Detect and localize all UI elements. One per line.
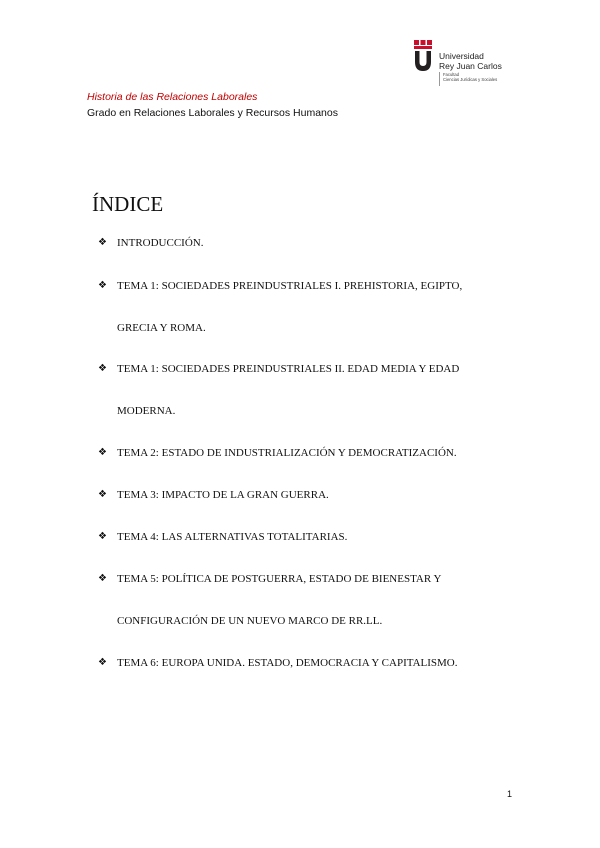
toc-item-line: TEMA 3: IMPACTO DE LA GRAN GUERRA. <box>117 489 329 501</box>
diamond-bullet-icon: ❖ <box>98 489 107 500</box>
degree-title: Grado en Relaciones Laborales y Recursos Humanos <box>87 107 338 119</box>
diamond-bullet-icon: ❖ <box>98 363 107 374</box>
toc-item-introduccion <box>98 222 518 264</box>
diamond-bullet-icon: ❖ <box>98 280 107 291</box>
index-title: ÍNDICE <box>92 192 164 216</box>
toc-item-tema-4 <box>98 516 518 558</box>
faculty-name-line1: Facultad <box>443 72 460 77</box>
toc-item-line: MODERNA. <box>117 405 176 417</box>
diamond-bullet-icon: ❖ <box>98 657 107 668</box>
university-name <box>439 52 502 71</box>
toc-item-line: TEMA 2: ESTADO DE INDUSTRIALIZACIÓN Y DEMOCRATIZACIÓN. <box>117 447 457 459</box>
toc-item-line: TEMA 5: POLÍTICA DE POSTGUERRA, ESTADO DE BIENESTAR Y <box>117 573 442 585</box>
university-name-line1: Universidad <box>439 51 484 61</box>
course-title: Historia de las Relaciones Laborales <box>87 91 258 103</box>
diamond-bullet-icon: ❖ <box>98 531 107 542</box>
toc-item-line: CONFIGURACIÓN DE UN NUEVO MARCO DE RR.LL. <box>117 615 383 627</box>
toc-item-line: GRECIA Y ROMA. <box>117 322 206 334</box>
logo-divider <box>439 72 440 86</box>
university-name-line2: Rey Juan Carlos <box>439 60 502 71</box>
toc-item-tema-3 <box>98 474 518 516</box>
faculty-name <box>443 72 497 82</box>
diamond-bullet-icon: ❖ <box>98 237 107 248</box>
toc-item-line: TEMA 6: EUROPA UNIDA. ESTADO, DEMOCRACIA Y CAPITALISMO. <box>117 657 458 669</box>
diamond-bullet-icon: ❖ <box>98 447 107 458</box>
toc-item-line: INTRODUCCIÓN. <box>117 237 204 249</box>
toc-item-line: TEMA 4: LAS ALTERNATIVAS TOTALITARIAS. <box>117 531 348 543</box>
faculty-name-line2: Ciencias Jurídicas y Sociales <box>443 77 498 83</box>
toc-item-line: TEMA 1: SOCIEDADES PREINDUSTRIALES I. PREHISTORIA, EGIPTO, <box>117 280 463 292</box>
toc-item-tema-2 <box>98 432 518 474</box>
university-logo <box>412 40 562 90</box>
toc-item-tema-1-parte-2 <box>98 348 518 432</box>
toc-item-tema-1-parte-1 <box>98 265 518 349</box>
diamond-bullet-icon: ❖ <box>98 573 107 584</box>
toc-item-line: TEMA 1: SOCIEDADES PREINDUSTRIALES II. EDAD MEDIA Y EDAD <box>117 363 460 375</box>
page-number: 1 <box>507 789 513 799</box>
university-crest-icon <box>412 40 434 72</box>
toc-item-tema-5 <box>98 558 518 642</box>
toc-item-tema-6 <box>98 642 518 684</box>
